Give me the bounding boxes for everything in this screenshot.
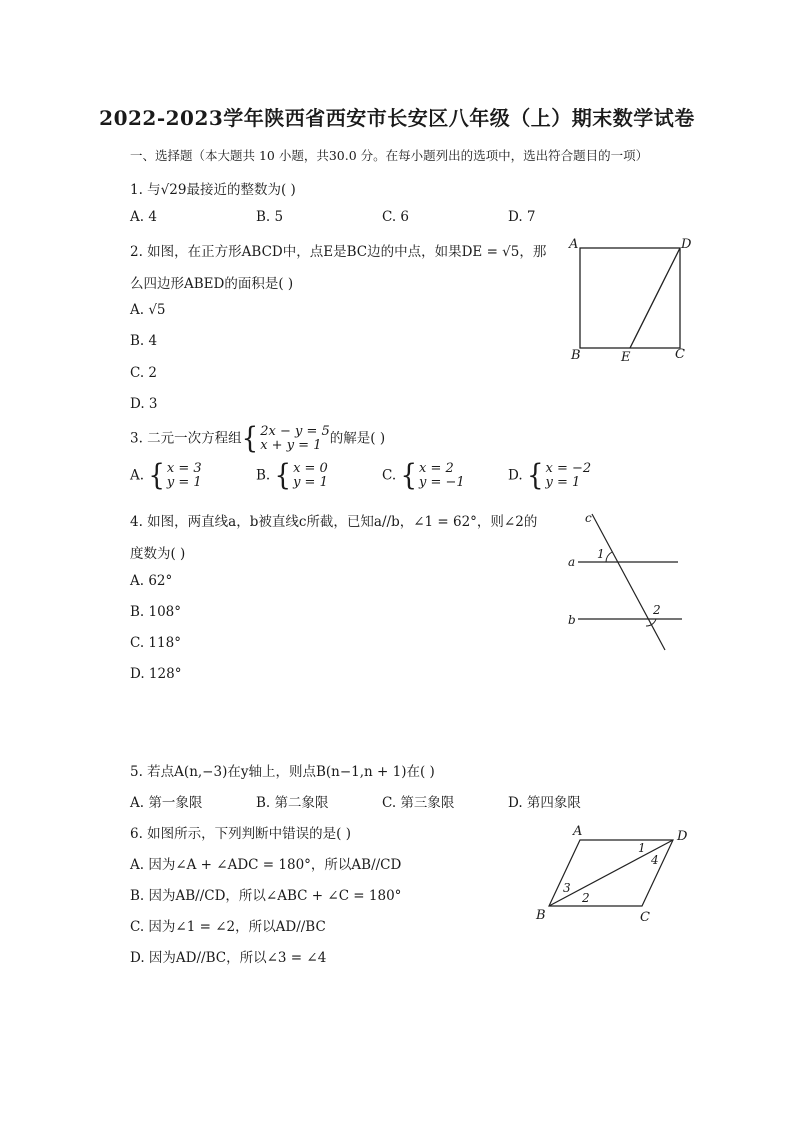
q4-option-b: B. 108° bbox=[130, 604, 182, 620]
q3-option-d-letter: D. bbox=[508, 467, 523, 484]
question-6-stem: 6. 如图所示，下列判断中错误的是( ) bbox=[130, 826, 351, 842]
question-2-line1: 2. 如图，在正方形ABCD中，点E是BC边的中点，如果DE = √5，那 bbox=[130, 244, 547, 260]
equation-1: 2x − y = 5 bbox=[260, 424, 330, 439]
label-c: C bbox=[640, 910, 650, 925]
angle-3-label: 3 bbox=[563, 881, 571, 895]
q6-option-c: C. 因为∠1 = ∠2，所以AD//BC bbox=[130, 919, 326, 935]
label-d: D bbox=[681, 237, 692, 252]
q3-option-c bbox=[382, 459, 465, 493]
q3-option-b-letter: B. bbox=[256, 467, 271, 484]
line-c bbox=[592, 514, 665, 650]
q3-prefix: 3. 二元一次方程组 bbox=[130, 430, 242, 447]
q1-option-d: D. 7 bbox=[508, 209, 536, 225]
q4-option-d: D. 128° bbox=[130, 666, 182, 682]
label-e: E bbox=[621, 350, 631, 365]
label-a: A bbox=[573, 824, 583, 839]
q5-option-c: C. 第三象限 bbox=[382, 795, 455, 811]
q3-option-a bbox=[130, 459, 202, 493]
brace: { bbox=[274, 459, 292, 493]
question-3-stem bbox=[130, 422, 386, 456]
angle-4-label: 4 bbox=[651, 853, 659, 867]
q3-suffix: 的解是( ) bbox=[329, 430, 386, 447]
diagonal-bd bbox=[549, 840, 673, 906]
angle-1-label: 1 bbox=[638, 841, 646, 855]
q1-option-c: C. 6 bbox=[382, 209, 410, 225]
q3-option-a-system bbox=[167, 462, 202, 490]
square-abcd bbox=[580, 248, 680, 348]
question-5-stem: 5. 若点A(n,−3)在y轴上，则点B(n−1,n + 1)在( ) bbox=[130, 764, 435, 780]
brace: { bbox=[526, 459, 544, 493]
q4-option-a: A. 62° bbox=[130, 573, 173, 589]
q2-option-a: A. √5 bbox=[130, 302, 166, 318]
equation-2: x + y = 1 bbox=[260, 438, 322, 453]
square-figure bbox=[565, 234, 700, 369]
q3-option-d-system bbox=[545, 462, 591, 490]
q3-option-b-system bbox=[293, 462, 328, 490]
q4-option-c: C. 118° bbox=[130, 635, 181, 651]
q3-a-line1: x = 3 bbox=[166, 461, 202, 476]
label-a: a bbox=[568, 555, 576, 569]
brace: { bbox=[148, 459, 165, 493]
q1-option-b: B. 5 bbox=[256, 209, 284, 225]
question-4-line1: 4. 如图，两直线a，b被直线c所截，已知a//b，∠1 = 62°，则∠2的 bbox=[130, 514, 538, 530]
angle-2-label: 2 bbox=[582, 891, 590, 905]
q3-d-line1: x = −2 bbox=[545, 461, 592, 476]
label-c: c bbox=[585, 511, 592, 525]
angle-2-label: 2 bbox=[653, 603, 661, 617]
system-brace: { bbox=[241, 422, 259, 456]
q6-option-d: D. 因为AD//BC，所以∠3 = ∠4 bbox=[130, 950, 327, 966]
angle-1-arc bbox=[606, 552, 612, 562]
q6-option-a: A. 因为∠A + ∠ADC = 180°，所以AB//CD bbox=[130, 857, 402, 873]
q2-option-d: D. 3 bbox=[130, 396, 158, 412]
q3-option-b bbox=[256, 459, 328, 493]
section-heading: 一、选择题（本大题共 10 小题，共30.0 分。在每小题列出的选项中，选出符合题目的一项） bbox=[130, 148, 649, 163]
label-b: B bbox=[536, 908, 546, 923]
q2-option-c: C. 2 bbox=[130, 365, 158, 381]
angle-1-label: 1 bbox=[597, 547, 605, 561]
label-b: b bbox=[568, 613, 576, 627]
q1-option-a: A. 4 bbox=[130, 209, 157, 225]
q3-c-line2: y = −1 bbox=[418, 475, 465, 490]
page-title: 2022-2023学年陕西省西安市长安区八年级（上）期末数学试卷 bbox=[99, 106, 695, 130]
equation-system bbox=[260, 425, 330, 453]
segment-de bbox=[630, 248, 680, 348]
angle-2-arc bbox=[646, 619, 656, 626]
q3-option-c-system bbox=[419, 462, 465, 490]
q6-option-b: B. 因为AB//CD，所以∠ABC + ∠C = 180° bbox=[130, 888, 402, 904]
question-4-line2: 度数为( ) bbox=[130, 546, 186, 562]
parallel-lines-figure bbox=[560, 508, 695, 658]
q3-a-line2: y = 1 bbox=[166, 475, 202, 490]
label-a: A bbox=[569, 237, 579, 252]
q3-option-c-letter: C. bbox=[382, 467, 397, 484]
label-c: C bbox=[675, 347, 685, 362]
q3-c-line1: x = 2 bbox=[418, 461, 454, 476]
q3-b-line1: x = 0 bbox=[293, 461, 328, 476]
q2-option-b: B. 4 bbox=[130, 333, 158, 349]
label-d: D bbox=[677, 829, 688, 844]
q3-option-d bbox=[508, 459, 592, 493]
label-b: B bbox=[571, 348, 581, 363]
q5-option-d: D. 第四象限 bbox=[508, 795, 581, 811]
q3-d-line2: y = 1 bbox=[545, 475, 581, 490]
q3-option-a-letter: A. bbox=[130, 467, 145, 484]
q3-b-line2: y = 1 bbox=[293, 475, 328, 490]
brace: { bbox=[400, 459, 417, 493]
q5-option-b: B. 第二象限 bbox=[256, 795, 329, 811]
parallelogram-figure bbox=[530, 820, 700, 930]
question-1-stem: 1. 与√29最接近的整数为( ) bbox=[130, 182, 296, 198]
question-2-line2: 么四边形ABED的面积是( ) bbox=[130, 276, 294, 292]
q5-option-a: A. 第一象限 bbox=[130, 795, 203, 811]
